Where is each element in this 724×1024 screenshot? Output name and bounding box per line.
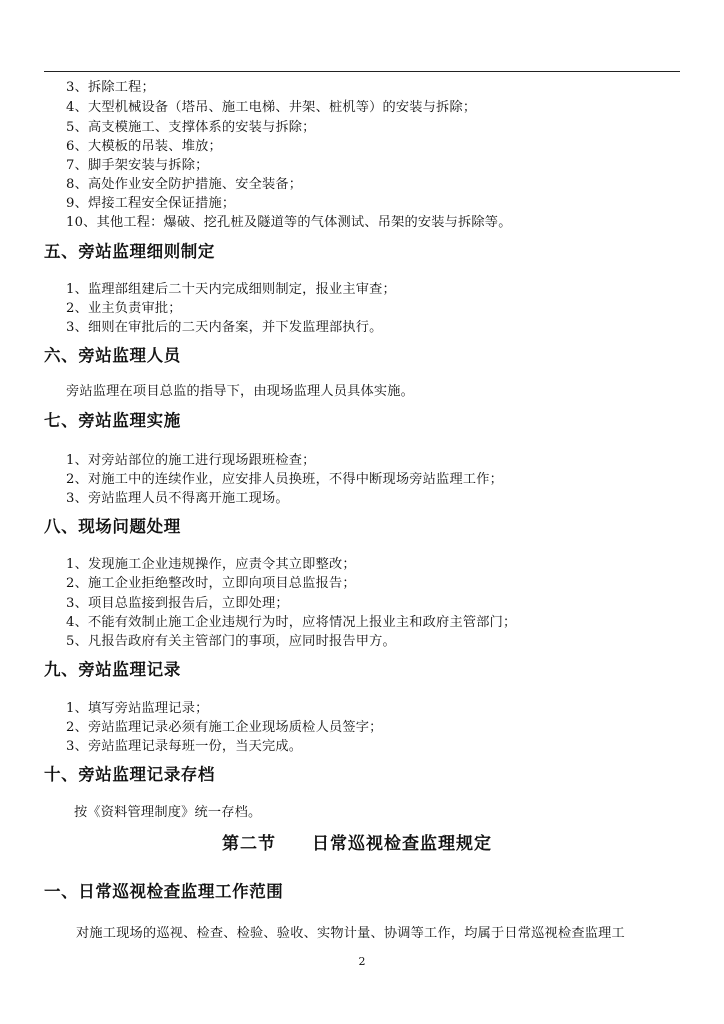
paragraph: 按《资料管理制度》统一存档。 bbox=[74, 805, 262, 820]
list-item: 5、凡报告政府有关主管部门的事项，应同时报告甲方。 bbox=[66, 634, 396, 649]
list-item: 2、施工企业拒绝整改时，立即向项目总监报告； bbox=[66, 576, 356, 591]
list-item: 9、焊接工程安全保证措施； bbox=[66, 196, 236, 211]
list-item: 1、监理部组建后二十天内完成细则制定，报业主审查； bbox=[66, 282, 396, 297]
list-item: 2、业主负责审批； bbox=[66, 301, 182, 316]
list-item: 6、大模板的吊装、堆放； bbox=[66, 139, 222, 154]
heading-section-6: 六、旁站监理人员 bbox=[44, 346, 181, 365]
list-item: 4、大型机械设备（塔吊、施工电梯、井架、桩机等）的安装与拆除； bbox=[66, 100, 477, 115]
list-item: 1、对旁站部位的施工进行现场跟班检查； bbox=[66, 453, 316, 468]
list-item: 4、不能有效制止施工企业违规行为时，应将情况上报业主和政府主管部门； bbox=[66, 615, 517, 630]
paragraph: 对施工现场的巡视、检查、检验、验收、实物计量、协调等工作，均属于日常巡视检查监理工 bbox=[76, 926, 625, 941]
heading-section-9: 九、旁站监理记录 bbox=[44, 660, 181, 679]
list-item: 5、高支模施工、支撑体系的安装与拆除； bbox=[66, 120, 316, 135]
heading-section-8: 八、现场问题处理 bbox=[44, 517, 181, 536]
heading-section-10: 十、旁站监理记录存档 bbox=[44, 765, 215, 784]
heading-subsection-1: 一、日常巡视检查监理工作范围 bbox=[44, 882, 284, 901]
list-item: 1、填写旁站监理记录； bbox=[66, 701, 209, 716]
list-item: 1、发现施工企业违规操作，应责令其立即整改； bbox=[66, 557, 356, 572]
list-item: 2、对施工中的连续作业，应安排人员换班，不得中断现场旁站监理工作； bbox=[66, 472, 503, 487]
page-number: 2 bbox=[358, 955, 366, 968]
section-title: 第二节 日常巡视检查监理规定 bbox=[222, 834, 492, 854]
list-item: 2、旁站监理记录必须有施工企业现场质检人员签字； bbox=[66, 720, 383, 735]
list-item: 7、脚手架安装与拆除； bbox=[66, 158, 209, 173]
list-item: 3、旁站监理记录每班一份，当天完成。 bbox=[66, 739, 303, 754]
list-item: 8、高处作业安全防护措施、安全装备； bbox=[66, 177, 303, 192]
list-item: 3、旁站监理人员不得离开施工现场。 bbox=[66, 491, 289, 506]
heading-section-5: 五、旁站监理细则制定 bbox=[44, 242, 215, 261]
list-item: 3、细则在审批后的二天内备案，并下发监理部执行。 bbox=[66, 320, 383, 335]
header-rule bbox=[44, 71, 680, 72]
list-item: 3、拆除工程； bbox=[66, 80, 155, 95]
paragraph: 旁站监理在项目总监的指导下，由现场监理人员具体实施。 bbox=[66, 384, 415, 399]
list-item: 3、项目总监接到报告后，立即处理； bbox=[66, 596, 289, 611]
list-item: 10、其他工程：爆破、挖孔桩及隧道等的气体测试、吊架的安装与拆除等。 bbox=[66, 215, 512, 230]
heading-section-7: 七、旁站监理实施 bbox=[44, 411, 181, 430]
